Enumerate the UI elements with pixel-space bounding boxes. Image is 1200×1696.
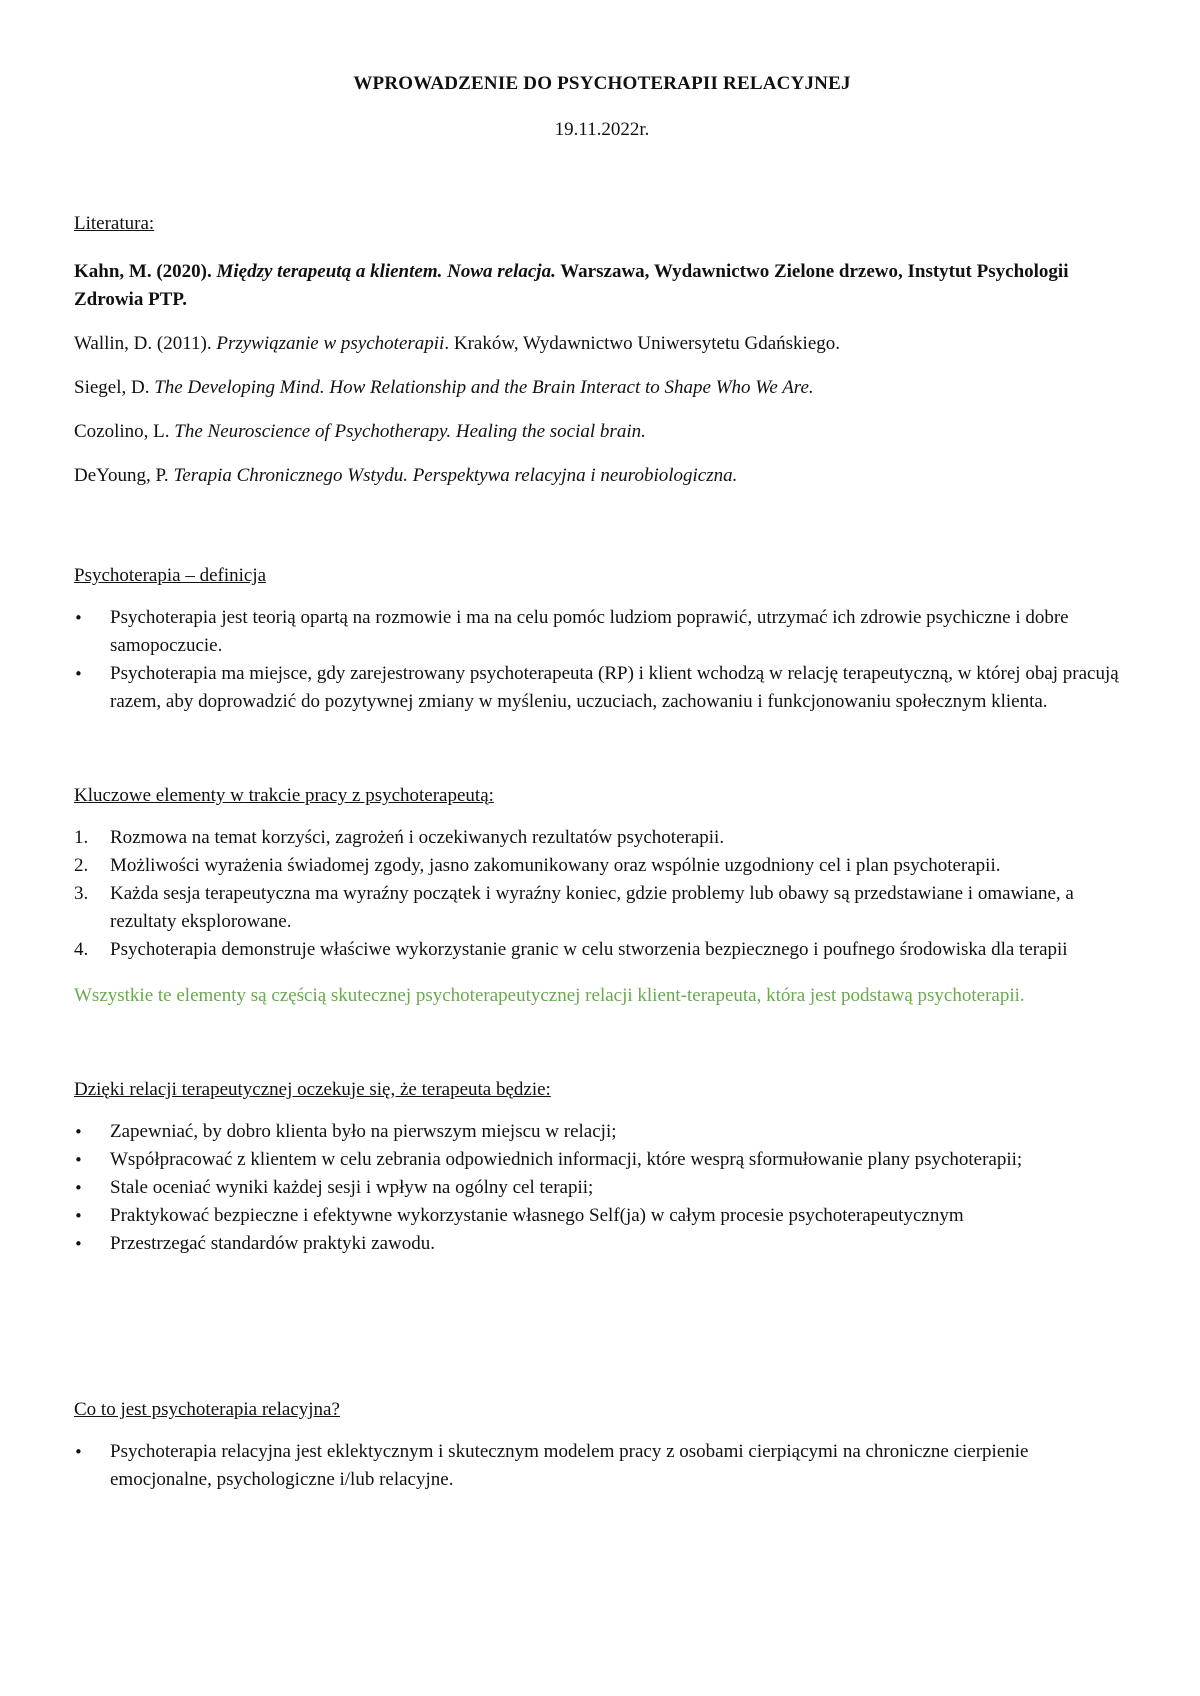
ref-title: Między terapeutą a klientem. Nowa relacja.	[216, 261, 556, 282]
ref-title: Terapia Chronicznego Wstydu. Perspektywa relacyjna i neurobiologiczna.	[173, 465, 738, 486]
list-item	[74, 1118, 1130, 1146]
list-item	[74, 604, 1130, 660]
relational-heading: Co to jest psychoterapia relacyjna?	[74, 1399, 340, 1420]
list-item-text: Zapewniać, by dobro klienta było na pierwszym miejscu w relacji;	[110, 1121, 617, 1142]
key-elements-heading: Kluczowe elementy w trakcie pracy z psychoterapeutą:	[74, 785, 494, 806]
list-number: 4.	[74, 939, 89, 960]
list-item-text: Rozmowa na temat korzyści, zagrożeń i oczekiwanych rezultatów psychoterapii.	[110, 827, 725, 848]
list-item-text: Możliwości wyrażenia świadomej zgody, jasno zakomunikowany oraz wspólnie uzgodniony cel i plan psychoterapii.	[110, 855, 1001, 876]
relational-list	[74, 1438, 1130, 1494]
ref-author: Wallin, D. (2011).	[74, 333, 217, 354]
list-number: 1.	[74, 827, 89, 848]
ref-author: Siegel, D.	[74, 377, 155, 398]
ref-author: DeYoung, P.	[74, 465, 174, 486]
bullet-marker: •	[74, 1151, 83, 1169]
bullet-marker: •	[74, 1235, 83, 1253]
ref-rest: . Kraków, Wydawnictwo Uniwersytetu Gdańskiego.	[444, 333, 841, 354]
document-title: WPROWADZENIE DO PSYCHOTERAPII RELACYJNEJ	[353, 73, 851, 94]
list-item	[74, 1438, 1130, 1494]
list-item	[74, 824, 1130, 852]
list-item	[74, 1146, 1130, 1174]
list-item-text: Psychoterapia demonstruje właściwe wykorzystanie granic w celu stworzenia bezpiecznego i poufnego środowiska dla terapii	[110, 939, 1068, 960]
ref-rest: Warszawa, Wydawnictwo Zielone drzewo, Instytut Psychologii Zdrowia PTP.	[74, 261, 1069, 310]
literature-ref-4	[74, 418, 1130, 446]
list-item	[74, 1174, 1130, 1202]
list-item	[74, 936, 1130, 964]
list-item	[74, 852, 1130, 880]
bullet-marker: •	[74, 665, 83, 683]
list-item-text: Przestrzegać standardów praktyki zawodu.	[110, 1233, 435, 1254]
bullet-marker: •	[74, 1443, 83, 1461]
expectations-list	[74, 1118, 1130, 1258]
literature-heading: Literatura:	[74, 213, 155, 234]
ref-title: The Developing Mind. How Relationship and the Brain Interact to Shape Who We Are.	[154, 377, 814, 398]
bullet-marker: •	[74, 609, 83, 627]
key-elements-list	[74, 824, 1130, 964]
list-item	[74, 880, 1130, 936]
definition-heading: Psychoterapia – definicja	[74, 565, 267, 586]
definition-list	[74, 604, 1130, 716]
ref-title: The Neuroscience of Psychotherapy. Healing the social brain.	[174, 421, 646, 442]
list-item-text: Każda sesja terapeutyczna ma wyraźny początek i wyraźny koniec, gdzie problemy lub obawy są przedstawiane i omawiane, a rezultaty eksplorowane.	[110, 883, 1074, 932]
list-item-text: Praktykować bezpieczne i efektywne wykorzystanie własnego Self(ja) w całym procesie psychoterapeutycznym	[110, 1205, 964, 1226]
list-number: 2.	[74, 855, 89, 876]
list-item-text: Psychoterapia jest teorią opartą na rozmowie i ma na celu pomóc ludziom poprawić, utrzymać ich zdrowie psychiczne i dobre samopoczucie.	[110, 607, 1069, 656]
ref-author: Cozolino, L.	[74, 421, 175, 442]
literature-ref-5	[74, 462, 1130, 490]
bullet-marker: •	[74, 1123, 83, 1141]
key-elements-note: Wszystkie te elementy są częścią skutecznej psychoterapeutycznej relacji klient-terapeuta, która jest podstawą psychoterapii.	[74, 985, 1025, 1006]
expectations-heading: Dzięki relacji terapeutycznej oczekuje się, że terapeuta będzie:	[74, 1079, 551, 1100]
bullet-marker: •	[74, 1179, 83, 1197]
bullet-marker: •	[74, 1207, 83, 1225]
ref-author: Kahn, M. (2020).	[74, 261, 217, 282]
list-item-text: Psychoterapia relacyjna jest eklektycznym i skutecznym modelem pracy z osobami cierpiącymi na chroniczne cierpienie emocjonalne, psychologiczne i/lub relacyjne.	[110, 1441, 1029, 1490]
list-item	[74, 1202, 1130, 1230]
ref-title: Przywiązanie w psychoterapii	[216, 333, 445, 354]
list-item-text: Współpracować z klientem w celu zebrania odpowiednich informacji, które wesprą sformułowanie plany psychoterapii;	[110, 1149, 1023, 1170]
list-item	[74, 660, 1130, 716]
literature-ref-1	[74, 258, 1130, 314]
literature-ref-3	[74, 374, 1130, 402]
document-date: 19.11.2022r.	[554, 119, 650, 140]
list-item-text: Stale oceniać wyniki każdej sesji i wpływ na ogólny cel terapii;	[110, 1177, 594, 1198]
list-number: 3.	[74, 883, 89, 904]
list-item-text: Psychoterapia ma miejsce, gdy zarejestrowany psychoterapeuta (RP) i klient wchodzą w relację terapeutyczną, w której obaj pracują razem, aby doprowadzić do pozytywnej zmiany w myśleniu, uczuciach, zachowaniu i funkcjonowaniu społecznym klienta.	[110, 663, 1119, 712]
literature-ref-2	[74, 330, 1130, 358]
list-item	[74, 1230, 1130, 1258]
